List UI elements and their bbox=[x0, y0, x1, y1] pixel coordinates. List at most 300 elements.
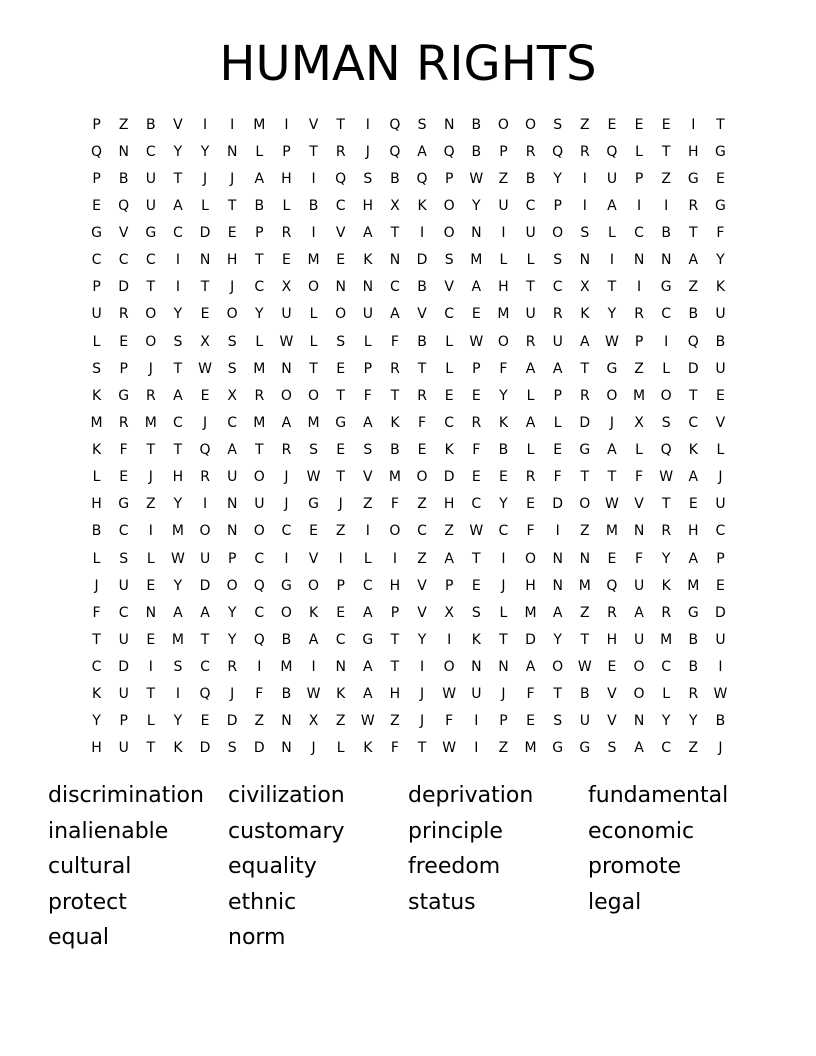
grid-letter: I bbox=[175, 686, 180, 703]
grid-letter: A bbox=[281, 414, 292, 431]
grid-letter: N bbox=[471, 659, 482, 676]
grid-letter: I bbox=[419, 659, 425, 676]
grid-letter: D bbox=[579, 414, 591, 431]
grid-letter: R bbox=[525, 469, 536, 486]
grid-letter: T bbox=[526, 279, 535, 296]
grid-letter: E bbox=[716, 387, 725, 404]
grid-letter: Z bbox=[390, 713, 400, 730]
grid-letter: A bbox=[471, 279, 482, 296]
grid-letter: A bbox=[227, 442, 237, 459]
grid-letter: P bbox=[227, 550, 237, 567]
grid-letter: J bbox=[148, 469, 153, 486]
grid-letter: Z bbox=[580, 116, 590, 133]
grid-letter: W bbox=[605, 496, 619, 513]
grid-letter: Y bbox=[173, 713, 183, 730]
grid-letter: M bbox=[470, 252, 483, 269]
grid-letter: P bbox=[363, 360, 373, 377]
grid-letter: K bbox=[444, 442, 454, 459]
grid-letter: A bbox=[552, 604, 563, 621]
grid-letter: R bbox=[145, 387, 156, 404]
grid-letter: L bbox=[499, 604, 508, 621]
grid-letter: K bbox=[580, 306, 590, 323]
grid-letter: S bbox=[363, 442, 373, 459]
grid-letter: F bbox=[526, 686, 535, 703]
grid-letter: O bbox=[633, 659, 645, 676]
grid-letter: D bbox=[552, 496, 564, 513]
word-list-item: equality bbox=[228, 854, 317, 880]
grid-letter: V bbox=[363, 469, 373, 486]
grid-letter: K bbox=[471, 631, 481, 648]
grid-letter: U bbox=[606, 170, 618, 187]
grid-letter: R bbox=[335, 143, 346, 160]
grid-letter: B bbox=[308, 197, 319, 214]
grid-letter: T bbox=[173, 360, 183, 377]
grid-letter: L bbox=[662, 360, 671, 377]
grid-letter: O bbox=[280, 387, 292, 404]
grid-letter: U bbox=[281, 306, 292, 323]
word-list-item: equal bbox=[48, 925, 110, 951]
grid-letter: E bbox=[417, 442, 427, 459]
grid-letter: C bbox=[471, 496, 482, 513]
word-list-item: cultural bbox=[48, 854, 132, 880]
grid-letter: F bbox=[390, 496, 399, 513]
grid-letter: E bbox=[146, 631, 156, 648]
grid-letter: L bbox=[255, 143, 264, 160]
grid-letter: Z bbox=[498, 740, 509, 757]
grid-letter: U bbox=[118, 631, 129, 648]
grid-letter: S bbox=[227, 333, 237, 350]
grid-letter: T bbox=[472, 550, 481, 567]
grid-letter: U bbox=[118, 577, 129, 594]
grid-letter: R bbox=[688, 197, 699, 214]
grid-letter: L bbox=[716, 442, 725, 459]
grid-letter: M bbox=[171, 523, 184, 540]
grid-letter: O bbox=[145, 306, 157, 323]
grid-letter: L bbox=[201, 197, 209, 214]
grid-letter: N bbox=[633, 523, 645, 540]
grid-letter: G bbox=[118, 387, 130, 404]
grid-letter: P bbox=[119, 713, 128, 730]
grid-letter: B bbox=[417, 279, 427, 296]
grid-letter: T bbox=[499, 631, 508, 648]
grid-letter: E bbox=[499, 469, 508, 486]
grid-letter: Q bbox=[552, 143, 564, 160]
grid-letter: I bbox=[175, 279, 180, 296]
grid-letter: P bbox=[282, 143, 291, 160]
grid-letter: I bbox=[636, 197, 642, 214]
grid-letter: C bbox=[362, 577, 373, 594]
grid-letter: Z bbox=[146, 496, 156, 513]
grid-letter: Q bbox=[443, 143, 455, 160]
grid-letter: G bbox=[715, 143, 726, 160]
grid-letter: E bbox=[119, 333, 129, 350]
grid-letter: L bbox=[92, 469, 101, 486]
grid-letter: P bbox=[255, 225, 264, 242]
grid-letter: K bbox=[390, 414, 400, 431]
grid-letter: M bbox=[307, 414, 320, 431]
grid-letter: H bbox=[443, 496, 455, 513]
grid-letter: I bbox=[311, 225, 316, 242]
grid-letter: V bbox=[417, 306, 427, 323]
grid-letter: L bbox=[363, 550, 372, 567]
grid-letter: I bbox=[718, 659, 723, 676]
grid-letter: S bbox=[119, 550, 129, 567]
grid-letter: A bbox=[363, 604, 373, 621]
grid-letter: G bbox=[687, 604, 699, 621]
grid-letter: K bbox=[336, 686, 346, 703]
grid-letter: O bbox=[660, 387, 672, 404]
grid-letter: V bbox=[308, 116, 319, 133]
grid-letter: J bbox=[94, 577, 99, 594]
grid-letter: V bbox=[118, 225, 129, 242]
grid-letter: M bbox=[171, 631, 184, 648]
grid-letter: C bbox=[552, 279, 563, 296]
grid-letter: G bbox=[606, 360, 618, 377]
grid-letter: J bbox=[501, 686, 506, 703]
grid-letter: B bbox=[146, 116, 156, 133]
grid-letter: Y bbox=[553, 170, 562, 187]
grid-letter: T bbox=[336, 387, 345, 404]
grid-letter: W bbox=[469, 170, 484, 187]
grid-letter: Q bbox=[606, 143, 618, 160]
grid-letter: I bbox=[392, 550, 397, 567]
grid-letter: K bbox=[661, 577, 671, 594]
grid-letter: Q bbox=[660, 442, 672, 459]
grid-letter: E bbox=[526, 496, 535, 513]
grid-letter: C bbox=[118, 604, 129, 621]
grid-letter: W bbox=[306, 686, 321, 703]
grid-letter: V bbox=[417, 604, 427, 621]
grid-letter: E bbox=[634, 116, 644, 133]
grid-letter: S bbox=[227, 740, 237, 757]
grid-letter: C bbox=[661, 659, 672, 676]
grid-letter: K bbox=[91, 387, 102, 404]
grid-letter: V bbox=[308, 550, 319, 567]
grid-letter: T bbox=[146, 279, 156, 296]
grid-letter: F bbox=[526, 523, 535, 540]
grid-letter: J bbox=[284, 496, 289, 513]
grid-letter: N bbox=[335, 659, 346, 676]
grid-letter: J bbox=[311, 740, 316, 757]
grid-letter: Y bbox=[661, 550, 671, 567]
grid-letter: O bbox=[497, 333, 509, 350]
grid-letter: K bbox=[91, 686, 102, 703]
grid-letter: A bbox=[607, 442, 617, 459]
grid-letter: Y bbox=[227, 604, 237, 621]
grid-letter: Z bbox=[688, 740, 699, 757]
grid-letter: I bbox=[338, 550, 343, 567]
grid-letter: D bbox=[525, 631, 536, 648]
grid-letter: N bbox=[335, 279, 346, 296]
grid-letter: F bbox=[363, 387, 372, 404]
grid-letter: U bbox=[715, 496, 726, 513]
grid-letter: Z bbox=[661, 170, 671, 187]
grid-letter: T bbox=[661, 143, 671, 160]
grid-letter: T bbox=[309, 143, 318, 160]
grid-letter: Q bbox=[91, 143, 103, 160]
grid-letter: N bbox=[118, 143, 129, 160]
grid-letter: C bbox=[417, 523, 427, 540]
grid-letter: Z bbox=[335, 523, 346, 540]
grid-letter: A bbox=[688, 252, 699, 269]
grid-letter: U bbox=[579, 713, 590, 730]
grid-letter: G bbox=[552, 740, 564, 757]
grid-letter: M bbox=[307, 252, 320, 269]
grid-letter: U bbox=[633, 631, 645, 648]
grid-letter: T bbox=[390, 631, 400, 648]
grid-letter: E bbox=[471, 469, 481, 486]
grid-letter: S bbox=[553, 116, 563, 133]
grid-letter: R bbox=[607, 604, 617, 621]
grid-letter: M bbox=[660, 631, 673, 648]
grid-letter: Y bbox=[499, 387, 508, 404]
grid-letter: W bbox=[659, 469, 674, 486]
grid-letter: Y bbox=[499, 496, 508, 513]
grid-letter: A bbox=[363, 659, 373, 676]
grid-letter: L bbox=[608, 225, 616, 242]
grid-letter: E bbox=[661, 116, 671, 133]
grid-letter: U bbox=[552, 333, 563, 350]
grid-letter: O bbox=[525, 550, 537, 567]
grid-letter: A bbox=[552, 360, 563, 377]
grid-letter: V bbox=[634, 496, 644, 513]
grid-letter: I bbox=[501, 550, 506, 567]
grid-letter: J bbox=[365, 143, 370, 160]
word-list-item: inalienable bbox=[48, 818, 169, 844]
grid-letter: U bbox=[525, 225, 536, 242]
grid-letter: X bbox=[444, 604, 454, 621]
grid-letter: E bbox=[200, 306, 210, 323]
grid-letter: R bbox=[390, 360, 400, 377]
grid-letter: T bbox=[336, 469, 345, 486]
grid-letter: S bbox=[553, 252, 563, 269]
grid-letter: M bbox=[497, 306, 510, 323]
grid-letter: N bbox=[471, 225, 482, 242]
grid-letter: K bbox=[91, 442, 102, 459]
grid-letter: Y bbox=[173, 306, 183, 323]
word-list-item: protect bbox=[48, 889, 127, 915]
grid-letter: B bbox=[118, 170, 129, 187]
grid-letter: M bbox=[253, 414, 266, 431]
grid-letter: Y bbox=[255, 306, 264, 323]
grid-letter: E bbox=[146, 577, 156, 594]
grid-letter: S bbox=[444, 252, 454, 269]
grid-letter: R bbox=[281, 442, 292, 459]
grid-letter: E bbox=[688, 496, 698, 513]
grid-letter: D bbox=[226, 713, 238, 730]
grid-letter: C bbox=[145, 252, 156, 269]
word-list-item: ethnic bbox=[228, 889, 297, 915]
grid-letter: L bbox=[526, 442, 535, 459]
grid-letter: X bbox=[580, 279, 590, 296]
grid-letter: T bbox=[173, 442, 183, 459]
grid-letter: H bbox=[525, 577, 536, 594]
grid-letter: T bbox=[227, 197, 237, 214]
grid-letter: J bbox=[202, 170, 208, 187]
grid-letter: S bbox=[173, 659, 183, 676]
grid-letter: V bbox=[417, 577, 427, 594]
grid-letter: B bbox=[390, 442, 400, 459]
grid-letter: T bbox=[580, 360, 590, 377]
grid-letter: H bbox=[688, 143, 699, 160]
grid-letter: B bbox=[661, 225, 671, 242]
grid-letter: T bbox=[200, 279, 210, 296]
grid-letter: A bbox=[173, 604, 183, 621]
grid-letter: Z bbox=[498, 170, 509, 187]
grid-letter: D bbox=[715, 604, 726, 621]
grid-letter: G bbox=[660, 279, 672, 296]
grid-letter: F bbox=[472, 442, 481, 459]
grid-letter: U bbox=[715, 360, 726, 377]
grid-letter: R bbox=[227, 659, 238, 676]
grid-letter: C bbox=[145, 143, 156, 160]
grid-letter: L bbox=[336, 740, 345, 757]
grid-letter: R bbox=[200, 469, 210, 486]
grid-letter: F bbox=[92, 604, 101, 621]
grid-letter: H bbox=[91, 496, 102, 513]
grid-letter: Q bbox=[606, 577, 618, 594]
grid-letter: Z bbox=[417, 550, 427, 567]
grid-letter: U bbox=[633, 577, 645, 594]
grid-letter: G bbox=[335, 414, 347, 431]
grid-letter: B bbox=[281, 631, 292, 648]
grid-letter: B bbox=[688, 659, 699, 676]
grid-letter: P bbox=[499, 143, 508, 160]
grid-letter: O bbox=[579, 496, 591, 513]
grid-letter: E bbox=[282, 252, 291, 269]
grid-letter: U bbox=[254, 496, 265, 513]
grid-letter: F bbox=[635, 469, 644, 486]
grid-letter: A bbox=[200, 604, 210, 621]
grid-letter: T bbox=[716, 116, 725, 133]
grid-letter: A bbox=[525, 414, 536, 431]
grid-letter: J bbox=[202, 414, 208, 431]
grid-letter: A bbox=[634, 604, 644, 621]
grid-letter: D bbox=[687, 360, 699, 377]
grid-letter: M bbox=[253, 116, 266, 133]
grid-letter: I bbox=[257, 659, 262, 676]
grid-letter: P bbox=[92, 170, 101, 187]
grid-letter: J bbox=[230, 686, 235, 703]
grid-letter: I bbox=[175, 252, 180, 269]
grid-letter: I bbox=[365, 116, 370, 133]
grid-letter: L bbox=[499, 252, 508, 269]
grid-letter: J bbox=[609, 414, 614, 431]
grid-letter: M bbox=[144, 414, 157, 431]
grid-letter: O bbox=[633, 686, 645, 703]
grid-letter: C bbox=[498, 523, 509, 540]
grid-letter: T bbox=[580, 631, 590, 648]
grid-letter: S bbox=[553, 713, 563, 730]
grid-letter: M bbox=[388, 469, 401, 486]
grid-letter: A bbox=[607, 197, 617, 214]
grid-letter: U bbox=[118, 740, 129, 757]
grid-letter: L bbox=[146, 550, 155, 567]
grid-letter: U bbox=[227, 469, 238, 486]
grid-letter: N bbox=[362, 279, 374, 296]
grid-letter: R bbox=[661, 604, 672, 621]
grid-letter: L bbox=[526, 387, 535, 404]
grid-letter: Z bbox=[335, 713, 346, 730]
grid-letter: M bbox=[524, 740, 537, 757]
grid-letter: D bbox=[253, 740, 265, 757]
grid-letter: P bbox=[499, 713, 508, 730]
grid-letter: G bbox=[687, 170, 699, 187]
grid-letter: C bbox=[227, 414, 238, 431]
grid-letter: Y bbox=[607, 306, 617, 323]
grid-letter: Q bbox=[253, 577, 265, 594]
grid-letter: S bbox=[363, 170, 373, 187]
grid-letter: S bbox=[580, 225, 590, 242]
grid-letter: H bbox=[281, 170, 292, 187]
grid-letter: C bbox=[254, 550, 265, 567]
grid-letter: C bbox=[634, 225, 644, 242]
grid-letter: K bbox=[498, 414, 509, 431]
word-list-item: status bbox=[408, 889, 476, 915]
grid-letter: S bbox=[173, 333, 183, 350]
grid-letter: R bbox=[525, 333, 536, 350]
grid-letter: O bbox=[308, 387, 320, 404]
grid-letter: T bbox=[255, 252, 264, 269]
grid-letter: H bbox=[498, 279, 509, 296]
grid-letter: L bbox=[309, 306, 318, 323]
grid-letter: T bbox=[417, 360, 427, 377]
grid-letter: O bbox=[308, 279, 320, 296]
grid-letter: E bbox=[553, 442, 563, 459]
grid-letter: D bbox=[199, 225, 211, 242]
grid-letter: N bbox=[579, 550, 591, 567]
grid-letter: M bbox=[633, 387, 646, 404]
grid-letter: I bbox=[636, 279, 642, 296]
grid-letter: D bbox=[118, 659, 130, 676]
grid-letter: G bbox=[145, 225, 157, 242]
grid-letter: G bbox=[308, 496, 319, 513]
grid-letter: S bbox=[417, 116, 427, 133]
grid-letter: I bbox=[447, 631, 452, 648]
grid-letter: I bbox=[664, 333, 669, 350]
grid-letter: C bbox=[444, 414, 455, 431]
grid-letter: N bbox=[226, 496, 238, 513]
grid-letter: R bbox=[688, 686, 699, 703]
grid-letter: K bbox=[715, 279, 726, 296]
grid-letter: F bbox=[635, 550, 644, 567]
grid-letter: N bbox=[552, 550, 563, 567]
grid-letter: B bbox=[580, 686, 590, 703]
grid-letter: C bbox=[661, 740, 672, 757]
grid-letter: I bbox=[582, 197, 587, 214]
grid-letter: S bbox=[661, 414, 671, 431]
grid-letter: V bbox=[607, 686, 617, 703]
grid-letter: Z bbox=[580, 604, 590, 621]
grid-letter: R bbox=[281, 225, 292, 242]
grid-letter: Y bbox=[472, 197, 481, 214]
grid-letter: Q bbox=[199, 442, 211, 459]
grid-letter: E bbox=[309, 523, 318, 540]
grid-letter: H bbox=[172, 469, 184, 486]
grid-letter: F bbox=[716, 225, 725, 242]
grid-letter: G bbox=[579, 740, 591, 757]
grid-letter: N bbox=[226, 523, 238, 540]
grid-letter: P bbox=[92, 116, 101, 133]
grid-letter: E bbox=[227, 225, 237, 242]
grid-letter: I bbox=[582, 170, 587, 187]
grid-letter: J bbox=[501, 577, 506, 594]
grid-letter: J bbox=[284, 469, 289, 486]
grid-letter: W bbox=[577, 659, 592, 676]
grid-letter: Y bbox=[417, 631, 427, 648]
grid-letter: Y bbox=[92, 713, 101, 730]
grid-letter: D bbox=[199, 740, 211, 757]
